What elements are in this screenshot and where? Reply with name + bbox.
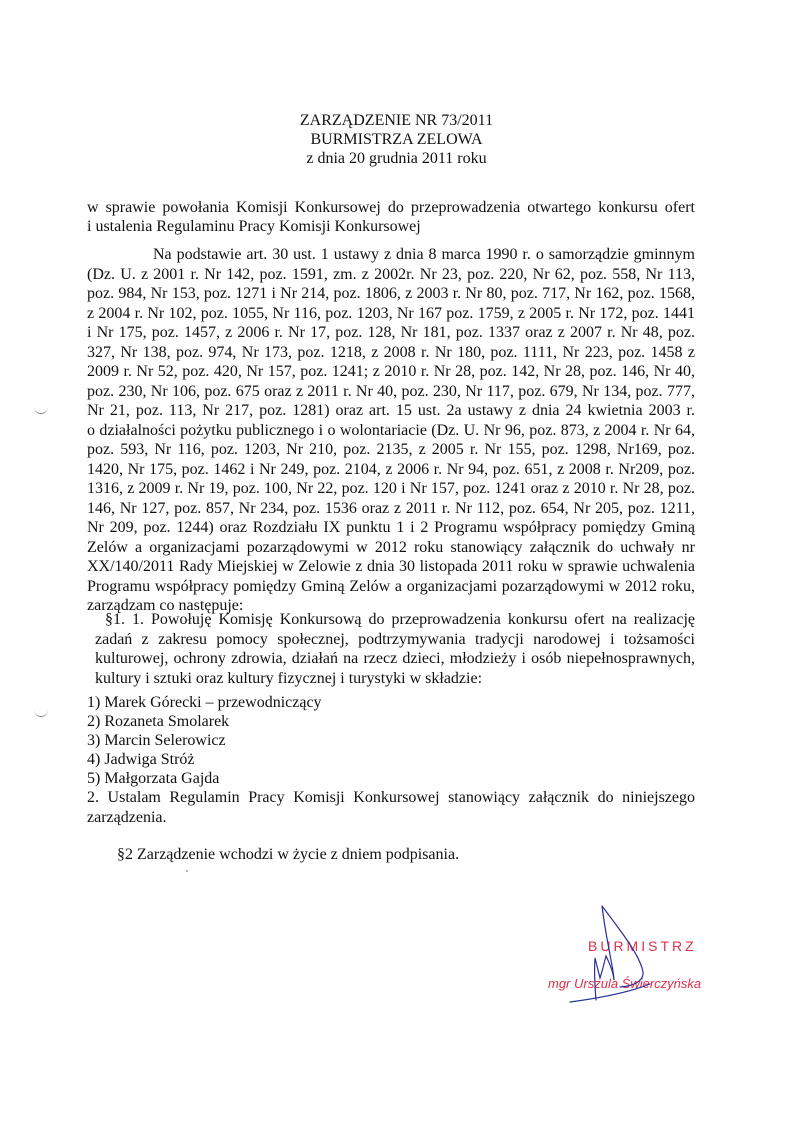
stamp-name: mgr Urszula Świerczyńska (548, 976, 702, 991)
committee-member: 2) Rozaneta Smolarek (87, 713, 230, 730)
handwritten-signature (540, 900, 740, 1010)
section-1-line: kultury i sztuki oraz kultury fizycznej i turystyki w składzie: (95, 669, 483, 687)
basis-line: XX/140/2011 Rady Miejskiej w Zelowie z dnia 30 listopada 2011 roku w sprawie uchwalenia (87, 558, 695, 575)
official-stamp (540, 900, 740, 1010)
basis-line: zarządzam co następuje: (87, 597, 244, 614)
basis-line: z 2004 r. Nr 102, poz. 1055, Nr 116, poz. 1203, Nr 167 poz. 1759, z 2005 r. Nr 172, poz. 1441 (87, 304, 695, 322)
basis-line: Nr 209, poz. 1244) oraz Rozdziału IX punktu 1 i 2 Programu współpracy pomiędzy Gminą (87, 519, 695, 536)
punch-hole-mark (34, 407, 48, 414)
document-header (0, 111, 793, 168)
stamp-title: BURMISTRZ (588, 938, 697, 954)
basis-line: poz. 984, Nr 153, poz. 1271 i Nr 214, poz. 1806, z 2003 r. Nr 80, poz. 717, Nr 162, poz. 1568, (87, 285, 695, 302)
committee-member: 3) Marcin Selerowicz (87, 732, 226, 749)
punch-hole-mark (34, 710, 48, 717)
document-date: z dnia 20 grudnia 2011 roku (306, 150, 487, 167)
document-title: ZARZĄDZENIE NR 73/2011 (299, 112, 494, 129)
basis-line: 2009 r. Nr 52, poz. 420, Nr 157, poz. 1241; z 2010 r. Nr 28, poz. 142, Nr 28, poz. 146, Nr 40, (87, 363, 695, 380)
committee-member: 4) Jadwiga Stróż (87, 751, 195, 768)
basis-line: i Nr 175, poz. 1457, z 2006 r. Nr 17, poz. 128, Nr 181, poz. 1337 oraz z 2007 r. Nr 48, poz. (87, 324, 695, 341)
legal-basis-paragraph (87, 245, 695, 616)
section-1-line: kulturowej, ochrony zdrowia, działań na rzecz dzieci, młodzieży i osób niepełnosprawnych, (95, 650, 695, 667)
basis-line: Programu współpracy pomiędzy Gminą Zelów a organizacjami pozarządowymi w 2012 roku, (87, 577, 695, 595)
section-1-line: §1. 1. Powołuję Komisję Konkursową do przeprowadzenia konkursu ofert na realizację (105, 611, 695, 628)
basis-line: Nr 21, poz. 113, Nr 217, poz. 1281) oraz art. 15 ust. 2a ustawy z dnia 24 kwietnia 2003 r. (87, 402, 695, 419)
section-1-point-2 (87, 788, 695, 827)
section-2: §2 Zarządzenie wchodzi w życie z dniem podpisania. (117, 846, 460, 863)
basis-line: 1316, z 2009 r. Nr 19, poz. 100, Nr 22, poz. 120 i Nr 157, poz. 1241 oraz z 2010 r. Nr 28, poz. (87, 480, 695, 497)
basis-line: Zelów a organizacjami pozarządowymi w 2012 roku stanowiący załącznik do uchwały nr (87, 538, 695, 556)
subject-line: i ustalenia Regulaminu Pracy Komisji Konkursowej (87, 218, 421, 235)
subject-line: w sprawie powołania Komisji Konkursowej do przeprowadzenia otwartego konkursu ofert (87, 199, 695, 216)
document-subject (87, 198, 695, 236)
section-1-line: zadań z zakresu pomocy społecznej, podtrzymywania tradycji narodowej i tożsamości (95, 630, 695, 648)
point-2-line: zarządzenia. (87, 808, 167, 826)
basis-line: 327, Nr 138, poz. 974, Nr 173, poz. 1218, z 2008 r. Nr 180, poz. 1111, Nr 223, poz. 1458 z (87, 343, 695, 361)
scan-speck (186, 870, 188, 872)
basis-line: poz. 593, Nr 116, poz. 1203, Nr 210, poz. 2135, z 2005 r. Nr 155, poz. 1298, Nr169, poz. (87, 441, 695, 458)
committee-member: 1) Marek Górecki – przewodniczący (87, 694, 322, 711)
basis-line: 1420, Nr 175, poz. 1462 i Nr 249, poz. 2104, z 2006 r. Nr 94, poz. 651, z 2008 r. Nr209, poz. (87, 460, 695, 478)
committee-member: 5) Małgorzata Gajda (87, 770, 220, 787)
basis-line: Na podstawie art. 30 ust. 1 ustawy z dnia 8 marca 1990 r. o samorządzie gminnym (153, 246, 695, 263)
basis-line: poz. 230, Nr 106, poz. 675 oraz z 2011 r. Nr 40, poz. 230, Nr 117, poz. 679, Nr 134, poz. 777, (87, 382, 695, 400)
document-issuer: BURMISTRZA ZELOWA (310, 131, 483, 148)
basis-line: o działalności pożytku publicznego i o wolontariacie (Dz. U. Nr 96, poz. 873, z 2004 r. Nr 64, (87, 421, 695, 439)
section-1-paragraph (87, 610, 695, 688)
basis-line: (Dz. U. z 2001 r. Nr 142, poz. 1591, zm. z 2002r. Nr 23, poz. 220, Nr 62, poz. 558, Nr 113, (87, 265, 695, 283)
point-2-line: 2. Ustalam Regulamin Pracy Komisji Konkursowej stanowiący załącznik do niniejszego (87, 789, 695, 806)
committee-member-list (87, 693, 695, 788)
basis-line: 146, Nr 127, poz. 857, Nr 234, poz. 1536 oraz z 2011 r. Nr 112, poz. 654, Nr 205, poz. 1211, (87, 499, 695, 517)
